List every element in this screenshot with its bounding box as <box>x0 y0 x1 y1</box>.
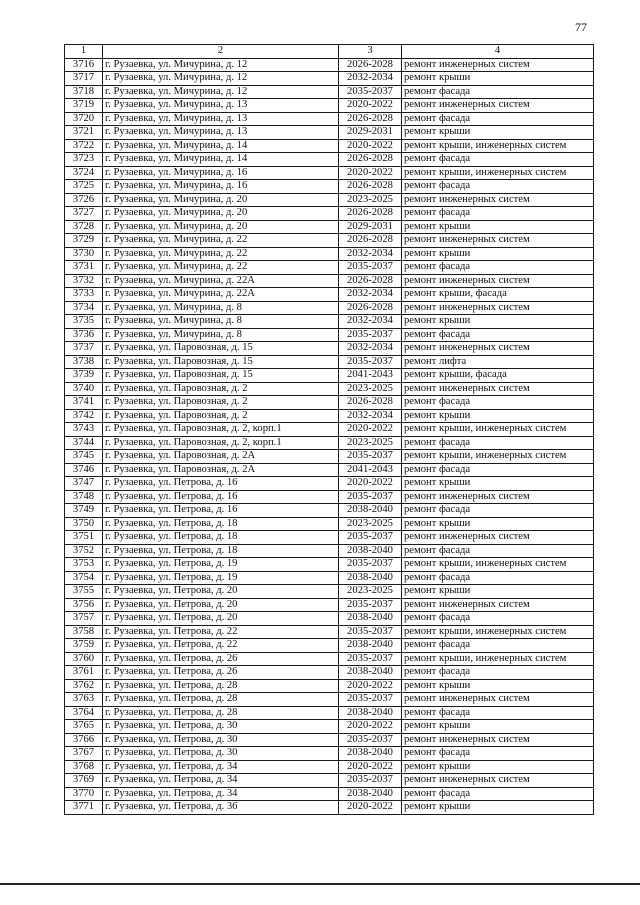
row-number-cell: 3749 <box>65 504 103 518</box>
period-cell: 2035-2037 <box>339 450 402 464</box>
work-type-cell: ремонт крыши, инженерных систем <box>402 423 594 437</box>
period-cell: 2035-2037 <box>339 693 402 707</box>
address-cell: г. Рузаевка, ул. Паровозная, д. 2, корп.1 <box>103 436 339 450</box>
address-cell: г. Рузаевка, ул. Петрова, д. 30 <box>103 747 339 761</box>
work-type-cell: ремонт крыши <box>402 517 594 531</box>
table-row <box>65 126 594 140</box>
period-cell: 2026-2028 <box>339 301 402 315</box>
row-number-cell: 3760 <box>65 652 103 666</box>
address-cell: г. Рузаевка, ул. Мичурина, д. 16 <box>103 166 339 180</box>
address-cell: г. Рузаевка, ул. Петрова, д. 18 <box>103 517 339 531</box>
period-cell: 2035-2037 <box>339 558 402 572</box>
row-number-cell: 3752 <box>65 544 103 558</box>
period-cell: 2038-2040 <box>339 747 402 761</box>
address-cell: г. Рузаевка, ул. Петрова, д. 36 <box>103 801 339 815</box>
work-type-cell: ремонт фасада <box>402 504 594 518</box>
work-type-cell: ремонт инженерных систем <box>402 99 594 113</box>
work-type-cell: ремонт крыши, инженерных систем <box>402 139 594 153</box>
period-cell: 2035-2037 <box>339 85 402 99</box>
header-col-work-type: 4 <box>402 45 594 59</box>
work-type-cell: ремонт крыши, инженерных систем <box>402 166 594 180</box>
table-row <box>65 261 594 275</box>
table-row <box>65 450 594 464</box>
work-type-cell: ремонт фасада <box>402 639 594 653</box>
period-cell: 2032-2034 <box>339 288 402 302</box>
table-row <box>65 706 594 720</box>
work-type-cell: ремонт фасада <box>402 612 594 626</box>
row-number-cell: 3728 <box>65 220 103 234</box>
work-type-cell: ремонт инженерных систем <box>402 274 594 288</box>
row-number-cell: 3753 <box>65 558 103 572</box>
work-type-cell: ремонт крыши, инженерных систем <box>402 652 594 666</box>
work-type-cell: ремонт инженерных систем <box>402 342 594 356</box>
table-row <box>65 72 594 86</box>
address-cell: г. Рузаевка, ул. Петрова, д. 22 <box>103 639 339 653</box>
period-cell: 2020-2022 <box>339 166 402 180</box>
address-cell: г. Рузаевка, ул. Петрова, д. 34 <box>103 760 339 774</box>
address-cell: г. Рузаевка, ул. Мичурина, д. 22А <box>103 274 339 288</box>
period-cell: 2038-2040 <box>339 706 402 720</box>
table-row <box>65 625 594 639</box>
work-type-cell: ремонт фасада <box>402 787 594 801</box>
address-cell: г. Рузаевка, ул. Петрова, д. 28 <box>103 693 339 707</box>
table-row <box>65 490 594 504</box>
period-cell: 2020-2022 <box>339 139 402 153</box>
address-cell: г. Рузаевка, ул. Петрова, д. 19 <box>103 558 339 572</box>
period-cell: 2020-2022 <box>339 99 402 113</box>
period-cell: 2020-2022 <box>339 679 402 693</box>
table-row <box>65 558 594 572</box>
table-row <box>65 679 594 693</box>
row-number-cell: 3744 <box>65 436 103 450</box>
work-type-cell: ремонт инженерных систем <box>402 733 594 747</box>
period-cell: 2020-2022 <box>339 760 402 774</box>
address-cell: г. Рузаевка, ул. Мичурина, д. 12 <box>103 85 339 99</box>
address-cell: г. Рузаевка, ул. Паровозная, д. 2А <box>103 463 339 477</box>
work-type-cell: ремонт крыши <box>402 477 594 491</box>
address-cell: г. Рузаевка, ул. Мичурина, д. 12 <box>103 58 339 72</box>
row-number-cell: 3759 <box>65 639 103 653</box>
address-cell: г. Рузаевка, ул. Мичурина, д. 14 <box>103 153 339 167</box>
table-header <box>65 45 594 59</box>
period-cell: 2035-2037 <box>339 328 402 342</box>
period-cell: 2035-2037 <box>339 625 402 639</box>
row-number-cell: 3721 <box>65 126 103 140</box>
work-type-cell: ремонт крыши <box>402 720 594 734</box>
table-row <box>65 612 594 626</box>
row-number-cell: 3716 <box>65 58 103 72</box>
row-number-cell: 3737 <box>65 342 103 356</box>
address-cell: г. Рузаевка, ул. Петрова, д. 16 <box>103 490 339 504</box>
address-cell: г. Рузаевка, ул. Паровозная, д. 2 <box>103 409 339 423</box>
period-cell: 2026-2028 <box>339 207 402 221</box>
work-type-cell: ремонт фасада <box>402 85 594 99</box>
work-type-cell: ремонт фасада <box>402 436 594 450</box>
bottom-rule <box>0 883 640 885</box>
work-type-cell: ремонт фасада <box>402 261 594 275</box>
address-cell: г. Рузаевка, ул. Паровозная, д. 2 <box>103 382 339 396</box>
address-cell: г. Рузаевка, ул. Петрова, д. 34 <box>103 787 339 801</box>
header-col-address: 2 <box>103 45 339 59</box>
period-cell: 2026-2028 <box>339 396 402 410</box>
table-row <box>65 409 594 423</box>
work-type-cell: ремонт инженерных систем <box>402 774 594 788</box>
period-cell: 2035-2037 <box>339 652 402 666</box>
work-type-cell: ремонт крыши, инженерных систем <box>402 625 594 639</box>
period-cell: 2023-2025 <box>339 436 402 450</box>
work-type-cell: ремонт инженерных систем <box>402 382 594 396</box>
work-type-cell: ремонт крыши, фасада <box>402 288 594 302</box>
table-row <box>65 207 594 221</box>
table-row <box>65 666 594 680</box>
row-number-cell: 3755 <box>65 585 103 599</box>
row-number-cell: 3720 <box>65 112 103 126</box>
work-type-cell: ремонт инженерных систем <box>402 301 594 315</box>
work-type-cell: ремонт фасада <box>402 463 594 477</box>
table-row <box>65 720 594 734</box>
period-cell: 2041-2043 <box>339 369 402 383</box>
table-row <box>65 504 594 518</box>
work-type-cell: ремонт фасада <box>402 180 594 194</box>
row-number-cell: 3757 <box>65 612 103 626</box>
period-cell: 2035-2037 <box>339 490 402 504</box>
row-number-cell: 3761 <box>65 666 103 680</box>
work-type-cell: ремонт крыши <box>402 679 594 693</box>
table-row <box>65 801 594 815</box>
table-row <box>65 112 594 126</box>
period-cell: 2029-2031 <box>339 126 402 140</box>
row-number-cell: 3724 <box>65 166 103 180</box>
address-cell: г. Рузаевка, ул. Петрова, д. 28 <box>103 706 339 720</box>
period-cell: 2023-2025 <box>339 193 402 207</box>
row-number-cell: 3740 <box>65 382 103 396</box>
work-type-cell: ремонт крыши, фасада <box>402 369 594 383</box>
work-type-cell: ремонт инженерных систем <box>402 58 594 72</box>
address-cell: г. Рузаевка, ул. Мичурина, д. 13 <box>103 99 339 113</box>
period-cell: 2041-2043 <box>339 463 402 477</box>
address-cell: г. Рузаевка, ул. Мичурина, д. 13 <box>103 126 339 140</box>
table-row <box>65 544 594 558</box>
address-cell: г. Рузаевка, ул. Мичурина, д. 20 <box>103 207 339 221</box>
table-row <box>65 733 594 747</box>
table-row <box>65 531 594 545</box>
row-number-cell: 3746 <box>65 463 103 477</box>
work-type-cell: ремонт фасада <box>402 328 594 342</box>
table-row <box>65 760 594 774</box>
row-number-cell: 3768 <box>65 760 103 774</box>
row-number-cell: 3756 <box>65 598 103 612</box>
period-cell: 2020-2022 <box>339 801 402 815</box>
work-type-cell: ремонт фасада <box>402 666 594 680</box>
row-number-cell: 3747 <box>65 477 103 491</box>
period-cell: 2032-2034 <box>339 72 402 86</box>
address-cell: г. Рузаевка, ул. Мичурина, д. 22 <box>103 234 339 248</box>
period-cell: 2035-2037 <box>339 598 402 612</box>
table-row <box>65 598 594 612</box>
row-number-cell: 3731 <box>65 261 103 275</box>
row-number-cell: 3741 <box>65 396 103 410</box>
work-type-cell: ремонт фасада <box>402 207 594 221</box>
address-cell: г. Рузаевка, ул. Петрова, д. 16 <box>103 504 339 518</box>
work-type-cell: ремонт инженерных систем <box>402 598 594 612</box>
work-type-cell: ремонт крыши <box>402 247 594 261</box>
row-number-cell: 3735 <box>65 315 103 329</box>
row-number-cell: 3727 <box>65 207 103 221</box>
row-number-cell: 3736 <box>65 328 103 342</box>
work-type-cell: ремонт крыши <box>402 409 594 423</box>
period-cell: 2038-2040 <box>339 612 402 626</box>
work-type-cell: ремонт крыши <box>402 72 594 86</box>
work-type-cell: ремонт крыши <box>402 801 594 815</box>
address-cell: г. Рузаевка, ул. Петрова, д. 20 <box>103 612 339 626</box>
period-cell: 2038-2040 <box>339 571 402 585</box>
period-cell: 2020-2022 <box>339 477 402 491</box>
table-row <box>65 315 594 329</box>
work-type-cell: ремонт крыши <box>402 126 594 140</box>
work-type-cell: ремонт фасада <box>402 571 594 585</box>
work-type-cell: ремонт крыши <box>402 585 594 599</box>
period-cell: 2032-2034 <box>339 342 402 356</box>
row-number-cell: 3762 <box>65 679 103 693</box>
row-number-cell: 3767 <box>65 747 103 761</box>
work-type-cell: ремонт крыши <box>402 220 594 234</box>
address-cell: г. Рузаевка, ул. Петрова, д. 34 <box>103 774 339 788</box>
address-cell: г. Рузаевка, ул. Паровозная, д. 2 <box>103 396 339 410</box>
header-col-period: 3 <box>339 45 402 59</box>
work-type-cell: ремонт крыши, инженерных систем <box>402 450 594 464</box>
table-row <box>65 166 594 180</box>
address-cell: г. Рузаевка, ул. Петрова, д. 18 <box>103 544 339 558</box>
address-cell: г. Рузаевка, ул. Петрова, д. 20 <box>103 585 339 599</box>
address-cell: г. Рузаевка, ул. Петрова, д. 16 <box>103 477 339 491</box>
table-row <box>65 247 594 261</box>
table-row <box>65 693 594 707</box>
table-row <box>65 342 594 356</box>
address-cell: г. Рузаевка, ул. Паровозная, д. 2, корп.1 <box>103 423 339 437</box>
row-number-cell: 3769 <box>65 774 103 788</box>
period-cell: 2026-2028 <box>339 153 402 167</box>
table-body <box>65 58 594 814</box>
table-row <box>65 571 594 585</box>
address-cell: г. Рузаевка, ул. Мичурина, д. 8 <box>103 315 339 329</box>
address-cell: г. Рузаевка, ул. Петрова, д. 22 <box>103 625 339 639</box>
repair-schedule-table <box>64 44 594 815</box>
period-cell: 2038-2040 <box>339 544 402 558</box>
address-cell: г. Рузаевка, ул. Мичурина, д. 14 <box>103 139 339 153</box>
period-cell: 2038-2040 <box>339 787 402 801</box>
row-number-cell: 3732 <box>65 274 103 288</box>
table-row <box>65 153 594 167</box>
row-number-cell: 3763 <box>65 693 103 707</box>
period-cell: 2032-2034 <box>339 247 402 261</box>
address-cell: г. Рузаевка, ул. Мичурина, д. 22 <box>103 261 339 275</box>
work-type-cell: ремонт фасада <box>402 112 594 126</box>
address-cell: г. Рузаевка, ул. Петрова, д. 20 <box>103 598 339 612</box>
period-cell: 2032-2034 <box>339 315 402 329</box>
period-cell: 2026-2028 <box>339 234 402 248</box>
work-type-cell: ремонт фасада <box>402 153 594 167</box>
row-number-cell: 3730 <box>65 247 103 261</box>
address-cell: г. Рузаевка, ул. Мичурина, д. 20 <box>103 220 339 234</box>
work-type-cell: ремонт инженерных систем <box>402 490 594 504</box>
row-number-cell: 3770 <box>65 787 103 801</box>
table-row <box>65 288 594 302</box>
row-number-cell: 3765 <box>65 720 103 734</box>
work-type-cell: ремонт крыши <box>402 760 594 774</box>
address-cell: г. Рузаевка, ул. Паровозная, д. 15 <box>103 355 339 369</box>
table-row <box>65 58 594 72</box>
row-number-cell: 3751 <box>65 531 103 545</box>
row-number-cell: 3745 <box>65 450 103 464</box>
work-type-cell: ремонт инженерных систем <box>402 531 594 545</box>
row-number-cell: 3754 <box>65 571 103 585</box>
period-cell: 2038-2040 <box>339 666 402 680</box>
row-number-cell: 3717 <box>65 72 103 86</box>
table-row <box>65 436 594 450</box>
period-cell: 2035-2037 <box>339 355 402 369</box>
row-number-cell: 3726 <box>65 193 103 207</box>
table-row <box>65 463 594 477</box>
table-row <box>65 355 594 369</box>
row-number-cell: 3758 <box>65 625 103 639</box>
row-number-cell: 3743 <box>65 423 103 437</box>
period-cell: 2020-2022 <box>339 423 402 437</box>
address-cell: г. Рузаевка, ул. Петрова, д. 30 <box>103 720 339 734</box>
period-cell: 2035-2037 <box>339 531 402 545</box>
period-cell: 2038-2040 <box>339 504 402 518</box>
period-cell: 2029-2031 <box>339 220 402 234</box>
row-number-cell: 3771 <box>65 801 103 815</box>
work-type-cell: ремонт крыши <box>402 315 594 329</box>
address-cell: г. Рузаевка, ул. Петрова, д. 26 <box>103 666 339 680</box>
table-row <box>65 193 594 207</box>
table-row <box>65 396 594 410</box>
address-cell: г. Рузаевка, ул. Петрова, д. 26 <box>103 652 339 666</box>
work-type-cell: ремонт фасада <box>402 396 594 410</box>
row-number-cell: 3722 <box>65 139 103 153</box>
address-cell: г. Рузаевка, ул. Петрова, д. 28 <box>103 679 339 693</box>
period-cell: 2032-2034 <box>339 409 402 423</box>
address-cell: г. Рузаевка, ул. Петрова, д. 30 <box>103 733 339 747</box>
work-type-cell: ремонт инженерных систем <box>402 693 594 707</box>
table-row <box>65 369 594 383</box>
address-cell: г. Рузаевка, ул. Мичурина, д. 12 <box>103 72 339 86</box>
table-row <box>65 234 594 248</box>
period-cell: 2026-2028 <box>339 58 402 72</box>
address-cell: г. Рузаевка, ул. Мичурина, д. 22 <box>103 247 339 261</box>
period-cell: 2023-2025 <box>339 517 402 531</box>
table-row <box>65 85 594 99</box>
header-col-number: 1 <box>65 45 103 59</box>
row-number-cell: 3734 <box>65 301 103 315</box>
period-cell: 2038-2040 <box>339 639 402 653</box>
row-number-cell: 3725 <box>65 180 103 194</box>
period-cell: 2026-2028 <box>339 180 402 194</box>
address-cell: г. Рузаевка, ул. Мичурина, д. 8 <box>103 301 339 315</box>
row-number-cell: 3739 <box>65 369 103 383</box>
table-row <box>65 220 594 234</box>
table-row <box>65 774 594 788</box>
period-cell: 2023-2025 <box>339 585 402 599</box>
row-number-cell: 3719 <box>65 99 103 113</box>
address-cell: г. Рузаевка, ул. Мичурина, д. 16 <box>103 180 339 194</box>
table-row <box>65 274 594 288</box>
period-cell: 2035-2037 <box>339 261 402 275</box>
work-type-cell: ремонт инженерных систем <box>402 234 594 248</box>
row-number-cell: 3729 <box>65 234 103 248</box>
table-row <box>65 585 594 599</box>
row-number-cell: 3723 <box>65 153 103 167</box>
address-cell: г. Рузаевка, ул. Мичурина, д. 13 <box>103 112 339 126</box>
table-row <box>65 139 594 153</box>
row-number-cell: 3742 <box>65 409 103 423</box>
period-cell: 2020-2022 <box>339 720 402 734</box>
work-type-cell: ремонт лифта <box>402 355 594 369</box>
work-type-cell: ремонт фасада <box>402 706 594 720</box>
table-row <box>65 787 594 801</box>
table-row <box>65 517 594 531</box>
period-cell: 2035-2037 <box>339 733 402 747</box>
work-type-cell: ремонт фасада <box>402 544 594 558</box>
row-number-cell: 3738 <box>65 355 103 369</box>
table-row <box>65 423 594 437</box>
address-cell: г. Рузаевка, ул. Мичурина, д. 20 <box>103 193 339 207</box>
table-row <box>65 301 594 315</box>
row-number-cell: 3766 <box>65 733 103 747</box>
row-number-cell: 3718 <box>65 85 103 99</box>
header-row <box>65 45 594 59</box>
period-cell: 2035-2037 <box>339 774 402 788</box>
row-number-cell: 3750 <box>65 517 103 531</box>
address-cell: г. Рузаевка, ул. Мичурина, д. 22А <box>103 288 339 302</box>
table-row <box>65 180 594 194</box>
row-number-cell: 3764 <box>65 706 103 720</box>
row-number-cell: 3748 <box>65 490 103 504</box>
page-number: 77 <box>575 20 587 34</box>
address-cell: г. Рузаевка, ул. Мичурина, д. 8 <box>103 328 339 342</box>
row-number-cell: 3733 <box>65 288 103 302</box>
period-cell: 2023-2025 <box>339 382 402 396</box>
period-cell: 2026-2028 <box>339 112 402 126</box>
address-cell: г. Рузаевка, ул. Паровозная, д. 2А <box>103 450 339 464</box>
work-type-cell: ремонт крыши, инженерных систем <box>402 558 594 572</box>
address-cell: г. Рузаевка, ул. Паровозная, д. 15 <box>103 369 339 383</box>
table-row <box>65 328 594 342</box>
address-cell: г. Рузаевка, ул. Петрова, д. 18 <box>103 531 339 545</box>
address-cell: г. Рузаевка, ул. Паровозная, д. 15 <box>103 342 339 356</box>
table-row <box>65 99 594 113</box>
table-row <box>65 477 594 491</box>
table-row <box>65 382 594 396</box>
address-cell: г. Рузаевка, ул. Петрова, д. 19 <box>103 571 339 585</box>
table-row <box>65 639 594 653</box>
period-cell: 2026-2028 <box>339 274 402 288</box>
table-row <box>65 747 594 761</box>
work-type-cell: ремонт инженерных систем <box>402 193 594 207</box>
table-row <box>65 652 594 666</box>
work-type-cell: ремонт фасада <box>402 747 594 761</box>
